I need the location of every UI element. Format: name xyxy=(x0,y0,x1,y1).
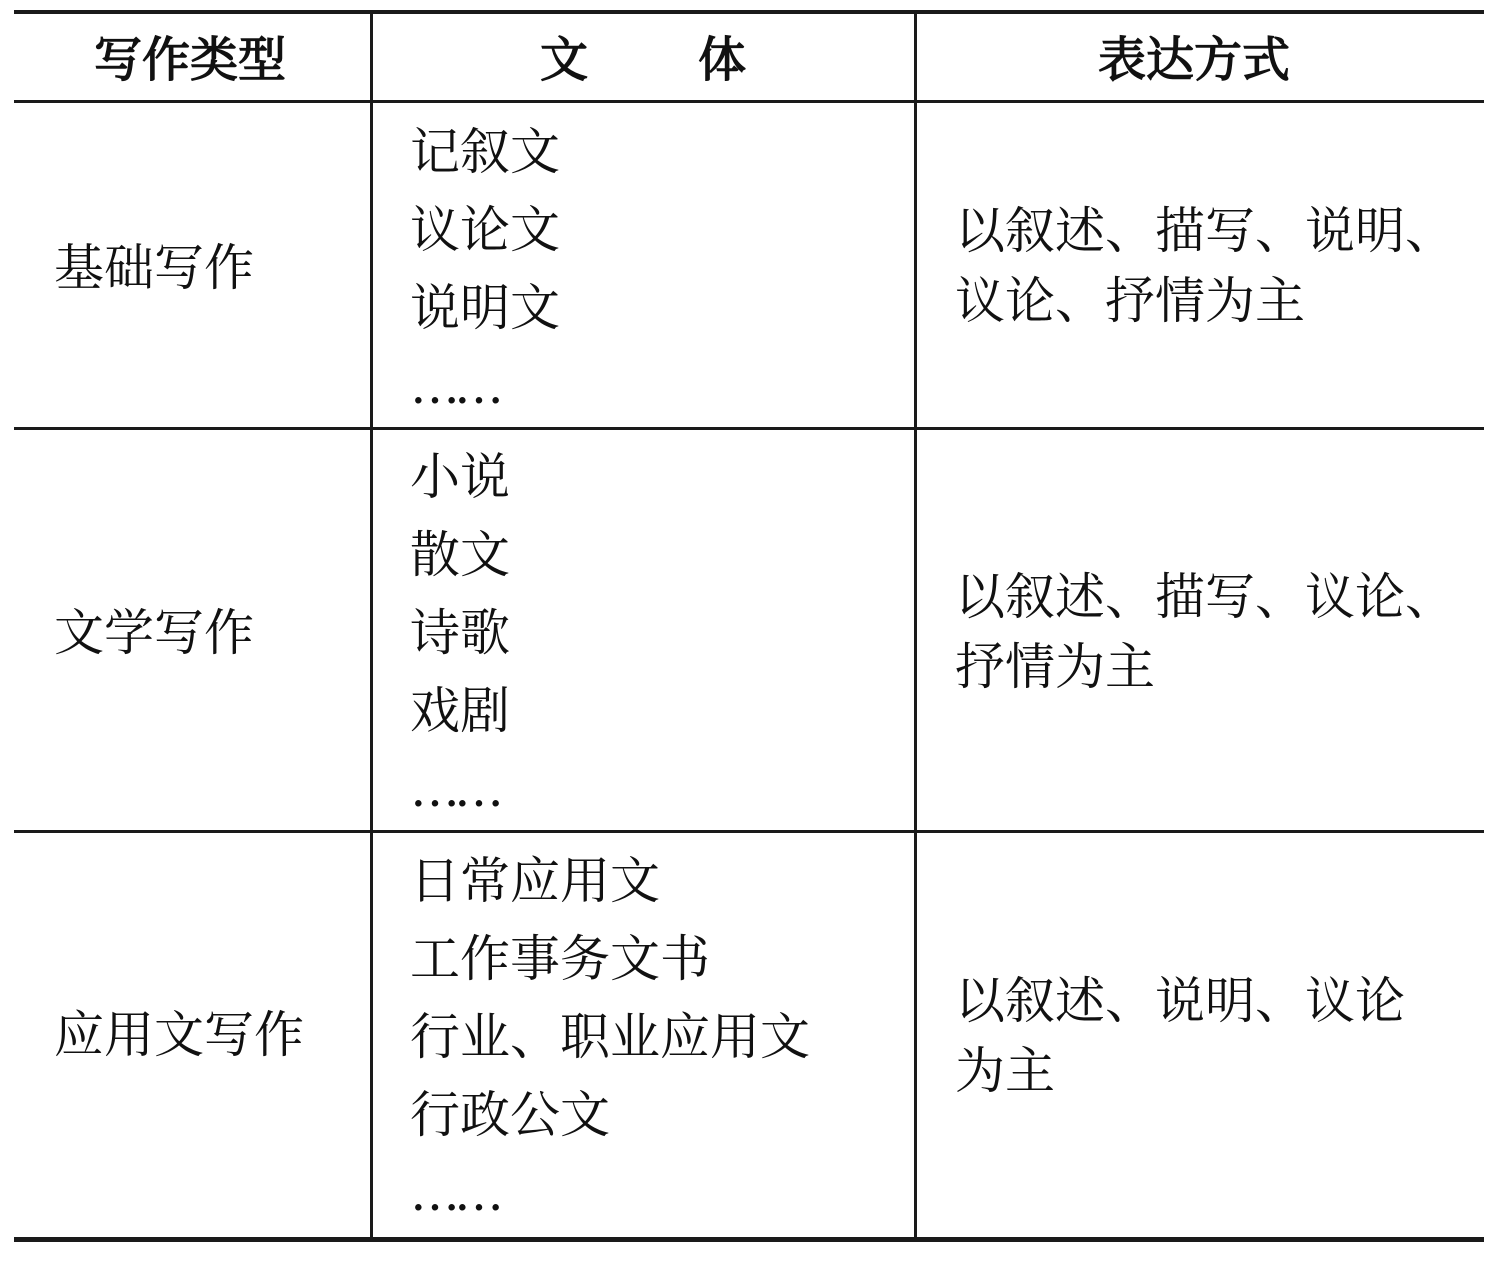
column-divider-1 xyxy=(370,12,373,1240)
row-writing-type: 文学写作 xyxy=(54,604,254,662)
list-item: 记叙文 xyxy=(410,123,560,181)
header-genre xyxy=(372,32,914,88)
header-expression: 表达方式 xyxy=(1098,32,1291,88)
row-expression-line: 为主 xyxy=(955,1042,1055,1100)
row-expression-line: 抒情为主 xyxy=(955,638,1155,696)
row-expression xyxy=(955,966,1455,1106)
row-writing-type: 应用文写作 xyxy=(54,1006,304,1064)
row-expression xyxy=(955,196,1455,336)
list-item: 小说 xyxy=(410,448,510,506)
list-item: …… xyxy=(410,1164,498,1222)
row-expression-line: 以叙述、说明、议论 xyxy=(955,972,1405,1030)
list-item: 日常应用文 xyxy=(410,852,660,910)
row-genre-list xyxy=(410,448,510,842)
header-bottom-rule xyxy=(14,100,1484,103)
row-expression-line: 以叙述、描写、议论、 xyxy=(955,568,1455,626)
list-item: 行政公文 xyxy=(410,1086,610,1144)
list-item: …… xyxy=(410,760,498,818)
row-divider-1 xyxy=(14,427,1484,430)
row-writing-type: 基础写作 xyxy=(54,239,254,297)
list-item: 说明文 xyxy=(410,279,560,337)
list-item: 散文 xyxy=(410,526,510,584)
list-item: …… xyxy=(410,357,498,415)
header-genre-char-1: 文 xyxy=(539,32,588,88)
header-writing-type: 写作类型 xyxy=(94,32,287,88)
list-item: 戏剧 xyxy=(410,682,510,740)
row-divider-2 xyxy=(14,830,1484,833)
row-expression xyxy=(955,562,1455,702)
list-item: 诗歌 xyxy=(410,604,510,662)
row-genre-list xyxy=(410,852,810,1246)
row-expression-line: 以叙述、描写、说明、 xyxy=(955,202,1455,260)
list-item: 工作事务文书 xyxy=(410,930,710,988)
header-genre-char-2: 体 xyxy=(698,32,747,88)
table-top-rule xyxy=(14,10,1484,14)
list-item: 议论文 xyxy=(410,201,560,259)
list-item: 行业、职业应用文 xyxy=(410,1008,810,1066)
row-expression-line: 议论、抒情为主 xyxy=(955,272,1305,330)
row-genre-list xyxy=(410,123,560,439)
column-divider-2 xyxy=(914,12,917,1240)
